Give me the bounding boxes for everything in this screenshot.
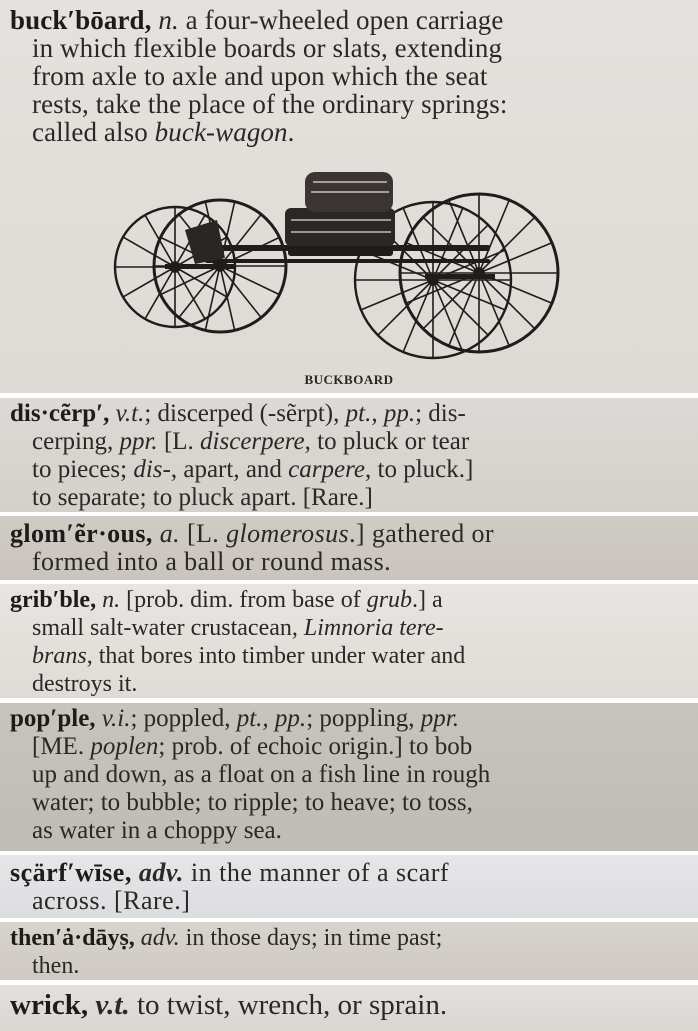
italic-term: n. <box>158 5 179 35</box>
entry-line <box>10 428 690 456</box>
entry-line <box>10 456 690 484</box>
italic-term: a. <box>159 519 181 548</box>
entry-line <box>10 34 690 62</box>
entry-line <box>10 400 690 428</box>
italic-term: buck-wagon <box>154 117 288 147</box>
definition-text: .] a <box>412 587 443 613</box>
entry-line <box>10 62 690 90</box>
entry-line <box>10 520 690 548</box>
definition-text: in which flexible boards or slats, extending <box>32 33 503 63</box>
definition-text: [prob. dim. from base of <box>120 587 367 613</box>
definition-text: from axle to axle and upon which the seat <box>32 61 488 91</box>
entry-line <box>10 859 690 887</box>
definition-text: . <box>287 117 295 147</box>
entry-line <box>10 586 690 614</box>
definition-text: formed into a ball or round mass. <box>32 547 392 576</box>
entry-text <box>10 924 690 980</box>
entry-line <box>10 548 690 576</box>
entry-line <box>10 614 690 642</box>
italic-term: carpere <box>288 456 365 483</box>
definition-text: ; dis- <box>415 400 466 427</box>
entry-line <box>10 789 690 817</box>
italic-term: v.t. <box>115 400 145 427</box>
entry-line <box>10 761 690 789</box>
definition-text: , that bores into timber under water and <box>86 643 466 669</box>
entry-line <box>10 642 690 670</box>
definition-text: , to pluck.] <box>365 456 474 483</box>
entry-text <box>10 586 690 698</box>
entry-text <box>10 705 690 845</box>
definition-text: as water in a choppy sea. <box>32 817 282 844</box>
entry-text <box>10 991 690 1019</box>
entry-text <box>10 6 690 146</box>
definition-text: , apart, and <box>170 456 289 483</box>
italic-term: grub <box>366 587 413 613</box>
entry-text <box>10 859 690 915</box>
definition-text: [L. <box>180 519 227 548</box>
headword: wrick, <box>10 989 89 1021</box>
entry-line <box>10 670 690 698</box>
definition-text: ; discerped (-sẽrpt), <box>144 400 346 427</box>
italic-term: v.i. <box>101 705 131 732</box>
headword: sçärf′wīse, <box>10 858 132 887</box>
illustration-caption: BUCKBOARD <box>304 372 394 387</box>
headword: buck′bōard, <box>10 5 152 35</box>
entry-line <box>10 991 690 1019</box>
italic-term: glomerosus <box>226 519 350 548</box>
entry-line <box>10 817 690 845</box>
italic-term: Limnoria tere- <box>303 615 444 641</box>
definition-text: to twist, wrench, or sprain. <box>129 989 448 1021</box>
italic-term: pt., pp. <box>345 400 416 427</box>
headword: pop′ple, <box>10 705 96 732</box>
entry-line <box>10 484 690 512</box>
entry-discerp <box>0 398 698 512</box>
italic-term: brans <box>32 643 87 669</box>
entry-thenadays <box>0 922 698 980</box>
italic-term: adv. <box>140 925 180 951</box>
entry-line <box>10 90 690 118</box>
definition-text: to separate; to pluck apart. [Rare.] <box>32 484 373 511</box>
definition-text: called also <box>32 117 155 147</box>
buckboard-illustration <box>105 160 575 365</box>
definition-text: then. <box>32 953 80 979</box>
definition-text: rests, take the place of the ordinary springs: <box>32 89 508 119</box>
headword: then′ȧ·dāyṣ, <box>10 925 135 951</box>
italic-term: poplen <box>90 733 159 760</box>
entry-line <box>10 952 690 980</box>
entry-popple <box>0 703 698 851</box>
definition-text: to pieces; <box>32 456 134 483</box>
definition-text: destroys it. <box>32 671 138 697</box>
italic-term: discerpere <box>200 428 305 455</box>
italic-term: ppr. <box>420 705 459 732</box>
italic-term: n. <box>102 587 121 613</box>
definition-text: cerping, <box>32 428 120 455</box>
entry-line <box>10 705 690 733</box>
definition-text: ; poppled, <box>130 705 237 732</box>
definition-text: in those days; in time past; <box>179 925 443 951</box>
definition-text: ; prob. of echoic origin.] to bob <box>158 733 473 760</box>
entry-line <box>10 733 690 761</box>
entry-wrick <box>0 985 698 1031</box>
definition-text: [L. <box>157 428 201 455</box>
definition-text: in the manner of a scarf <box>183 858 450 887</box>
definition-text: ; poppling, <box>306 705 421 732</box>
italic-term: ppr. <box>119 428 158 455</box>
entry-scarfwise <box>0 855 698 918</box>
headword: glom′ẽr·ous, <box>10 519 153 548</box>
entry-line <box>10 118 690 146</box>
definition-text: small salt-water crustacean, <box>32 615 304 641</box>
entry-buckboard <box>0 0 698 393</box>
definition-text: up and down, as a float on a fish line in rough <box>32 761 491 788</box>
definition-text: across. [Rare.] <box>32 886 191 915</box>
entry-line <box>10 924 690 952</box>
entry-glomerous <box>0 516 698 580</box>
definition-text: .] gathered or <box>349 519 494 548</box>
italic-term: adv. <box>138 858 184 887</box>
entry-gribble <box>0 584 698 698</box>
entry-line <box>10 887 690 915</box>
definition-text: [ME. <box>32 733 91 760</box>
headword: dis·cẽrp′, <box>10 400 110 427</box>
italic-term: pt., pp. <box>236 705 307 732</box>
italic-term: v.t. <box>95 989 130 1021</box>
definition-text: , to pluck or tear <box>304 428 470 455</box>
italic-term: dis- <box>133 456 171 483</box>
definition-text: a four-wheeled open carriage <box>178 5 504 35</box>
definition-text: water; to bubble; to ripple; to heave; to toss, <box>32 789 473 816</box>
entry-line <box>10 6 690 34</box>
entry-text <box>10 520 690 576</box>
entry-text <box>10 400 690 512</box>
headword: grib′ble, <box>10 587 97 613</box>
